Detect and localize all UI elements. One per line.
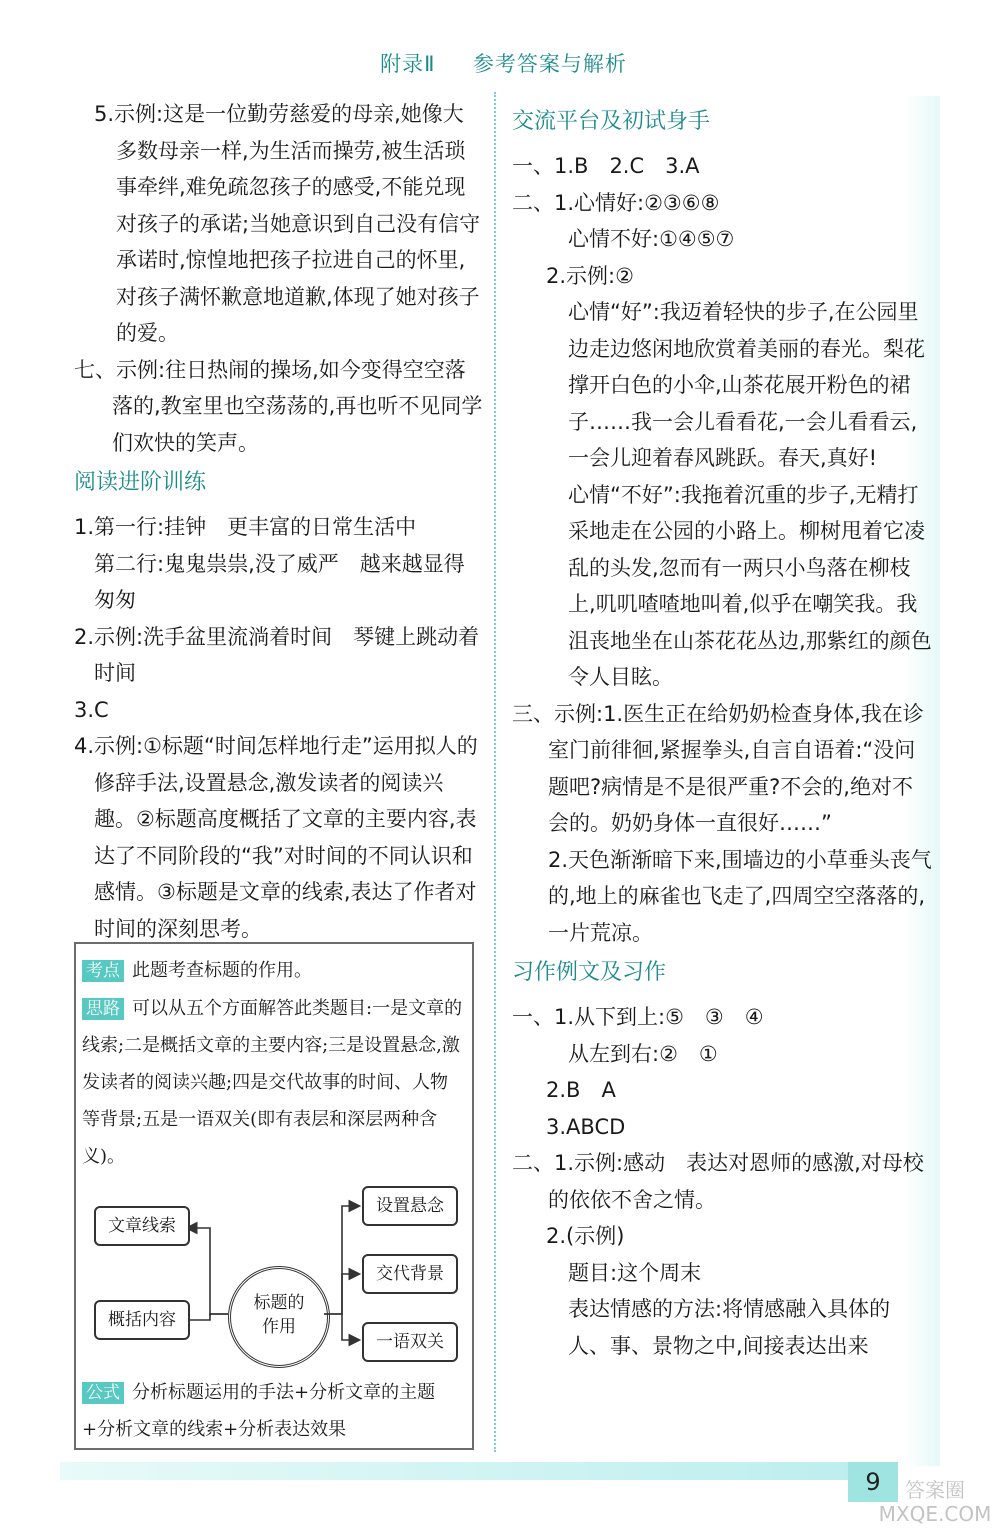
answer-b1-3: 3.ABCD <box>546 1114 626 1139</box>
answer-a2-2: 2.示例:② <box>546 263 634 288</box>
answer-r1-line1: 1.第一行:挂钟 更丰富的日常生活中 <box>74 515 417 539</box>
bottom-bar <box>60 1462 850 1480</box>
center-line2: 作用 <box>262 1317 296 1337</box>
tip-box <box>74 942 474 1450</box>
section-writing: 习作例文及习作 <box>512 960 667 985</box>
answer-b1-2: 2.B A <box>546 1078 616 1102</box>
watermark: 答案圈 MXQE.COM <box>878 1478 992 1526</box>
tag-silu: 思路 <box>82 998 124 1020</box>
section-exchange: 交流平台及初试身手 <box>512 109 711 134</box>
left-column <box>74 96 484 947</box>
answer-q5: 5.示例:这是一位勤劳慈爱的母亲,她像大多数母亲一样,为生活而操劳,被生活琐事牵绊,难免疏忽孩子的感受,不能兑现对孩子的承诺;当她意识到自己没有信守承诺时,惊惶地把孩子拉进自己的怀里,对孩子满怀歉意地道歉,体现了她对孩子的爱。 <box>94 102 481 345</box>
page-header <box>0 48 1007 78</box>
answer-r4: 4.示例:①标题“时间怎样地行走”运用拟人的修辞手法,设置悬念,激发读者的阅读兴趣。②标题高度概括了文章的主要内容,表达了不同阶段的“我”对时间的不同认识和感情。③标题是文章的线索,表达了作者对时间的深刻思考。 <box>74 734 478 941</box>
tag-kaodian: 考点 <box>82 960 124 982</box>
answer-a2-1b: 心情不好:①④⑤⑦ <box>568 227 735 251</box>
answer-b1-1b: 从左到右:② ① <box>568 1041 718 1066</box>
answer-q7: 七、示例:往日热闹的操场,如今变得空空落落的,教室里也空荡荡的,再也听不见同学们欢快的笑声。 <box>74 357 483 455</box>
box-pun: 一语双关 <box>362 1322 458 1362</box>
formula-text: 分析标题运用的手法+分析文章的主题+分析文章的线索+分析表达效果 <box>82 1382 436 1440</box>
answer-r2: 2.示例:洗手盆里流淌着时间 琴键上跳动着时间 <box>74 624 480 685</box>
answer-b2-2: 2.(示例) <box>546 1224 625 1248</box>
column-divider <box>494 92 496 1452</box>
appendix-label: 附录Ⅱ <box>380 52 436 76</box>
answer-a1: 一、1.B 2.C 3.A <box>512 154 700 178</box>
answer-b2-method: 表达情感的方法:将情感融入具体的人、事、景物之中,间接表达出来 <box>568 1297 891 1358</box>
tag-formula: 公式 <box>82 1382 124 1404</box>
answer-r1-line2: 第二行:鬼鬼祟祟,没了威严 越来越显得匆匆 <box>94 551 465 612</box>
answer-b2-title: 题目:这个周末 <box>568 1260 702 1285</box>
answer-a2-good: 心情“好”:我迈着轻快的步子,在公园里边走边悠闲地欣赏着美丽的春光。梨花撑开白色的小伞,山茶花展开粉色的裙子……我一会儿看看花,一会儿看看云,一会儿迎着春风跳跃。春天,真好! <box>568 300 925 470</box>
box-summary: 概括内容 <box>94 1300 190 1340</box>
silu-text: 可以从五个方面解答此类题目:一是文章的线索;二是概括文章的主要内容;三是设置悬念,激发读者的阅读兴趣;四是交代故事的时间、人物等背景;五是一语双关(即有表层和深层两种含义)。 <box>82 998 463 1167</box>
tip-formula <box>82 1374 466 1448</box>
box-suspense: 设置悬念 <box>362 1186 458 1226</box>
page-number: 9 <box>848 1462 898 1502</box>
answer-a2-1: 二、1.心情好:②③⑥⑧ <box>512 190 720 215</box>
center-line1: 标题的 <box>253 1293 305 1313</box>
kaodian-text: 此题考查标题的作用。 <box>132 960 312 981</box>
answer-a3-2: 2.天色渐渐暗下来,围墙边的小草垂头丧气的,地上的麻雀也飞走了,四周空空落落的,一片荒凉。 <box>548 847 932 945</box>
box-background: 交代背景 <box>362 1254 458 1294</box>
box-text-clue: 文章线索 <box>94 1206 190 1246</box>
center-title-role <box>228 1266 330 1368</box>
answer-b2-1: 二、1.示例:感动 表达对恩师的感激,对母校的依依不舍之情。 <box>512 1151 924 1212</box>
answer-b1-1: 一、1.从下到上:⑤ ③ ④ <box>512 1005 764 1029</box>
section-reading: 阅读进阶训练 <box>74 470 207 495</box>
header-title: 参考答案与解析 <box>472 52 627 76</box>
right-column <box>512 100 932 1364</box>
answer-r3: 3.C <box>74 697 109 722</box>
answer-a2-bad: 心情“不好”:我拖着沉重的步子,无精打采地走在公园的小路上。柳树甩着它凌乱的头发,忽而有一两只小鸟落在柳枝上,叽叽喳喳地叫着,似乎在嘲笑我。我沮丧地坐在山茶花花丛边,那紫红的颜色令人目眩。 <box>568 482 932 689</box>
answer-a3-1: 三、示例:1.医生正在给奶奶检查身体,我在诊室门前徘徊,紧握拳头,自言自语着:“没问题吧?病情是不是很严重?不会的,绝对不会的。奶奶身体一直很好……” <box>512 701 924 835</box>
